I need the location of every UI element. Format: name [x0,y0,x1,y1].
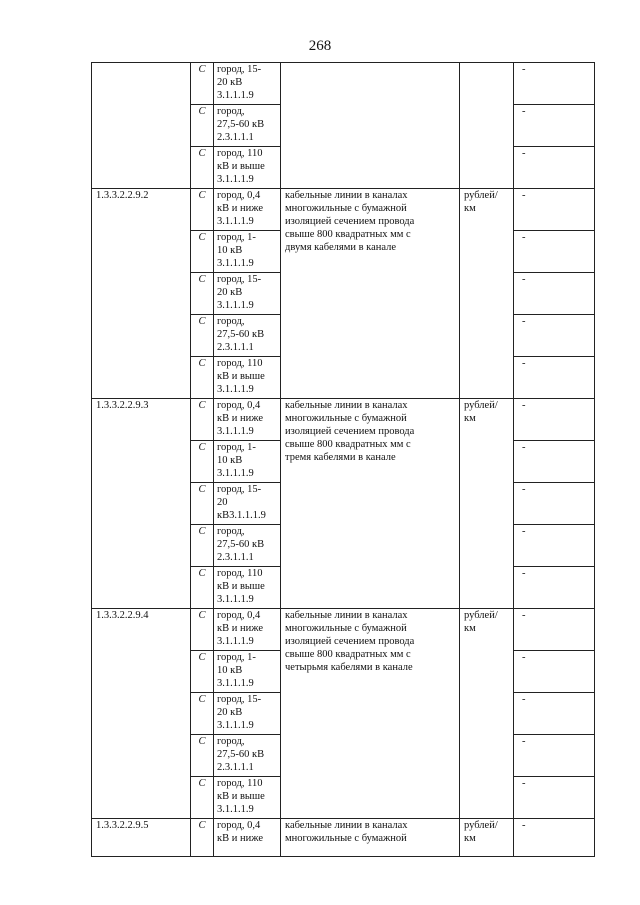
category-line: город, 110 [217,148,263,159]
category-cell [214,441,281,483]
value-cell: - [514,567,595,609]
category-cell [214,567,281,609]
category-line: город, 15- [217,274,262,285]
description-cell [281,819,460,857]
category-line: 27,5-60 кВ [217,539,265,550]
category-cell [214,777,281,819]
category-line: город, 0,4 [217,190,261,201]
coefficient-cell: С [191,651,214,693]
description-line: свыше 800 квадратных мм с [285,649,411,660]
unit-cell [460,819,514,857]
description-cell [281,609,460,819]
description-line: изоляцией сечением провода [285,216,415,227]
category-line: 10 кВ [217,245,243,256]
value-cell: - [514,441,595,483]
category-line: 27,5-60 кВ [217,329,265,340]
category-line: 20 кВ [217,77,243,88]
category-line: 3.1.1.1.9 [217,174,254,185]
page-number: 268 [308,38,332,54]
description-line: многожильные с бумажной [285,623,407,634]
category-cell [214,735,281,777]
category-cell [214,105,281,147]
description-cell [281,63,460,189]
coefficient-cell: С [191,693,214,735]
value-cell: - [514,63,595,105]
value-cell: - [514,483,595,525]
description-line: кабельные линии в каналах [285,400,408,411]
category-line: кВ и ниже [217,413,263,424]
item-code-cell [92,63,191,189]
category-line: 2.3.1.1.1 [217,132,254,143]
category-cell [214,63,281,105]
coefficient-cell: С [191,399,214,441]
value-cell: - [514,651,595,693]
unit-line: км [464,413,476,424]
category-line: 2.3.1.1.1 [217,552,254,563]
value-cell: - [514,735,595,777]
unit-line: км [464,203,476,214]
category-cell [214,609,281,651]
coefficient-cell: С [191,567,214,609]
coefficient-cell: С [191,525,214,567]
description-line: изоляцией сечением провода [285,426,415,437]
unit-line: рублей/ [464,400,498,411]
category-line: город, 1- [217,442,256,453]
description-cell [281,399,460,609]
category-line: город, 1- [217,232,256,243]
category-line: 3.1.1.1.9 [217,720,254,731]
table-row [92,399,595,441]
category-line: 10 кВ [217,455,243,466]
unit-cell [460,609,514,819]
category-line: город, 15- [217,484,262,495]
tariff-table [91,62,595,857]
category-line: 3.1.1.1.9 [217,216,254,227]
coefficient-cell: С [191,441,214,483]
unit-cell [460,63,514,189]
category-line: 20 [217,497,228,508]
description-line: кабельные линии в каналах [285,610,408,621]
category-line: кВ и выше [217,791,265,802]
category-line: 3.1.1.1.9 [217,594,254,605]
table-row [92,819,595,857]
description-line: изоляцией сечением провода [285,636,415,647]
item-code-cell: 1.3.3.2.2.9.2 [92,189,191,399]
category-line: город, 110 [217,568,263,579]
category-line: кВ и выше [217,371,265,382]
category-line: 3.1.1.1.9 [217,678,254,689]
category-line: город, [217,736,245,747]
category-line: 3.1.1.1.9 [217,426,254,437]
category-line: 3.1.1.1.9 [217,300,254,311]
value-cell: - [514,315,595,357]
category-line: кВ и выше [217,161,265,172]
value-cell: - [514,819,595,857]
item-code-cell: 1.3.3.2.2.9.3 [92,399,191,609]
category-line: город, 0,4 [217,610,261,621]
category-line: кВ и ниже [217,833,263,844]
unit-cell [460,399,514,609]
value-cell: - [514,189,595,231]
description-line: кабельные линии в каналах [285,820,408,831]
value-cell: - [514,399,595,441]
category-line: 3.1.1.1.9 [217,636,254,647]
category-cell [214,147,281,189]
value-cell: - [514,147,595,189]
coefficient-cell: С [191,63,214,105]
table-row [92,189,595,231]
table-row [92,609,595,651]
category-line: город, 110 [217,778,263,789]
unit-line: рублей/ [464,610,498,621]
category-line: город, 15- [217,64,262,75]
category-line: 3.1.1.1.9 [217,258,254,269]
description-line: многожильные с бумажной [285,833,407,844]
item-code-cell: 1.3.3.2.2.9.4 [92,609,191,819]
category-line: город, 1- [217,652,256,663]
coefficient-cell: С [191,609,214,651]
description-line: свыше 800 квадратных мм с [285,439,411,450]
coefficient-cell: С [191,483,214,525]
description-cell [281,189,460,399]
category-line: 3.1.1.1.9 [217,90,254,101]
category-line: 10 кВ [217,665,243,676]
category-line: город, [217,106,245,117]
item-code-cell: 1.3.3.2.2.9.5 [92,819,191,857]
value-cell: - [514,273,595,315]
coefficient-cell: С [191,735,214,777]
table-row [92,63,595,105]
coefficient-cell: С [191,231,214,273]
category-line: 20 кВ [217,287,243,298]
value-cell: - [514,693,595,735]
category-line: кВ и выше [217,581,265,592]
coefficient-cell: С [191,315,214,357]
category-line: 3.1.1.1.9 [217,384,254,395]
category-line: город, 0,4 [217,820,261,831]
category-line: город, 15- [217,694,262,705]
coefficient-cell: С [191,147,214,189]
description-line: многожильные с бумажной [285,413,407,424]
value-cell: - [514,231,595,273]
coefficient-cell: С [191,777,214,819]
value-cell: - [514,525,595,567]
category-cell [214,231,281,273]
category-line: город, [217,526,245,537]
category-cell [214,273,281,315]
category-cell [214,651,281,693]
category-line: кВ3.1.1.1.9 [217,510,266,521]
category-line: 2.3.1.1.1 [217,762,254,773]
value-cell: - [514,105,595,147]
category-line: город, [217,316,245,327]
coefficient-cell: С [191,819,214,857]
category-cell [214,315,281,357]
category-cell [214,189,281,231]
unit-line: рублей/ [464,190,498,201]
category-cell [214,693,281,735]
category-cell [214,399,281,441]
coefficient-cell: С [191,273,214,315]
category-line: 2.3.1.1.1 [217,342,254,353]
coefficient-cell: С [191,189,214,231]
coefficient-cell: С [191,357,214,399]
description-line: многожильные с бумажной [285,203,407,214]
category-line: 3.1.1.1.9 [217,468,254,479]
value-cell: - [514,357,595,399]
description-line: тремя кабелями в канале [285,452,396,463]
unit-cell [460,189,514,399]
description-line: двумя кабелями в канале [285,242,397,253]
category-line: 27,5-60 кВ [217,749,265,760]
category-cell [214,525,281,567]
category-line: 20 кВ [217,707,243,718]
unit-line: км [464,833,476,844]
category-line: город, 0,4 [217,400,261,411]
category-line: кВ и ниже [217,203,263,214]
description-line: четырьмя кабелями в канале [285,662,413,673]
value-cell: - [514,777,595,819]
description-line: свыше 800 квадратных мм с [285,229,411,240]
coefficient-cell: С [191,105,214,147]
value-cell: - [514,609,595,651]
unit-line: рублей/ [464,820,498,831]
category-line: кВ и ниже [217,623,263,634]
category-line: 3.1.1.1.9 [217,804,254,815]
category-line: город, 110 [217,358,263,369]
category-line: 27,5-60 кВ [217,119,265,130]
description-line: кабельные линии в каналах [285,190,408,201]
unit-line: км [464,623,476,634]
category-cell [214,819,281,857]
category-cell [214,357,281,399]
category-cell [214,483,281,525]
tariff-table-body [92,63,595,857]
